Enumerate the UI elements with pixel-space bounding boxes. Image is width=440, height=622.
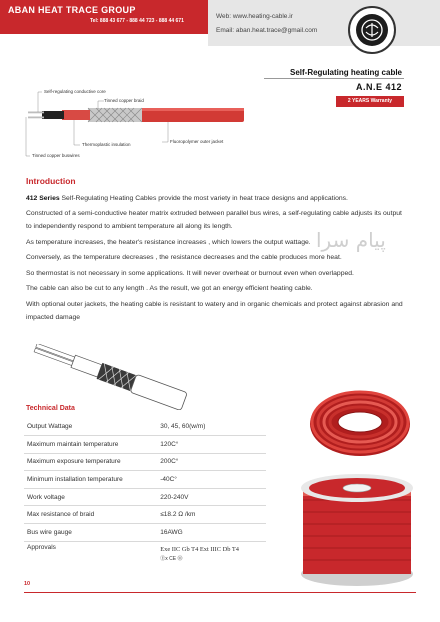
spec-label: Maximum maintain temperature xyxy=(24,436,154,454)
introduction-body xyxy=(26,193,404,327)
technical-data-heading: Technical Data xyxy=(26,405,75,412)
series-name: 412 Series xyxy=(26,195,60,202)
spec-label: Work voltage xyxy=(24,488,154,506)
table-row xyxy=(24,453,266,471)
telephone: Tel: 888 43 677 - 888 44 723 - 888 44 671 xyxy=(90,18,184,24)
table-row xyxy=(24,541,266,569)
certification-marks: Ⓔx CE Ⓜ xyxy=(160,555,183,562)
table-row xyxy=(24,488,266,506)
website[interactable]: Web: www.heating-cable.ir xyxy=(216,13,293,20)
cable-coil-photo xyxy=(306,382,414,462)
approvals-cell xyxy=(154,541,266,569)
spec-label: Output Wattage xyxy=(24,418,154,436)
label-conductive-core: Self-regulating conductive core xyxy=(44,89,106,94)
spec-value: -40C° xyxy=(154,471,266,489)
spec-label: Minimum installation temperature xyxy=(24,471,154,489)
label-bus-wires: Tinned copper buswires xyxy=(32,153,80,158)
intro-paragraph-4: Conversely, as the temperature decreases , the resistance decreases and the cable produces more heat. xyxy=(26,254,342,262)
label-outer-jacket: Fluoropolymer outer jacket xyxy=(170,139,224,144)
intro-paragraph-7: With optional outer jackets, the heating cable is resistant to watery and in organic chemicals and protect against abrasion and impacted damage xyxy=(26,300,403,321)
table-row xyxy=(24,506,266,524)
intro-paragraph-6: The cable can also be cut to any length . As the result, we got an energy efficient heating cable. xyxy=(26,285,313,293)
footer-divider xyxy=(24,592,416,593)
email[interactable]: Email: aban.heat.trace@gmail.com xyxy=(216,27,318,34)
intro-paragraph-3: As temperature increases, the heater's resistance increases , which lowers the output wattage. xyxy=(26,238,311,246)
page-number: 10 xyxy=(24,581,31,587)
intro-text-1: Self-Regulating Heating Cables provide the most variety in heat trace designs and applications. xyxy=(59,195,348,202)
intro-paragraph-1 xyxy=(26,193,404,206)
label-copper-braid: Tinned copper braid xyxy=(104,98,144,103)
warranty-badge: 2 YEARS Warranty xyxy=(336,96,404,107)
header-gray-band xyxy=(208,0,440,46)
logo-emblem xyxy=(356,14,388,46)
page-header xyxy=(0,0,440,46)
table-row xyxy=(24,418,266,436)
product-title: Self-Regulating heating cable xyxy=(289,68,402,77)
spec-value: 16AWG xyxy=(154,524,266,542)
table-row xyxy=(24,524,266,542)
product-model: A.N.E 412 xyxy=(355,82,402,92)
approvals-value: Exe IIC Gb T4 Ext IIIC Db T4 xyxy=(160,545,239,553)
spec-value: 220-240V xyxy=(154,488,266,506)
company-name: ABAN HEAT TRACE GROUP xyxy=(8,5,136,15)
spec-value: 200C° xyxy=(154,453,266,471)
company-logo xyxy=(348,6,396,54)
cable-sketch-image xyxy=(26,344,192,410)
introduction-heading: Introduction xyxy=(26,176,76,186)
spec-label: Maximum exposure temperature xyxy=(24,453,154,471)
intro-paragraph-2: Constructed of a semi-conductive heater matrix extruded between parallel bus wires, a self-regulating cable adjusts its output to independently respond to ambient temperature all along its length. xyxy=(26,210,402,231)
cable-construction-diagram xyxy=(20,84,250,164)
cable-spool-photo xyxy=(298,470,416,588)
spec-value: 30, 45, 60(w/m) xyxy=(154,418,266,436)
table-row xyxy=(24,436,266,454)
spec-label: Approvals xyxy=(27,543,56,551)
label-thermoplastic-insulation: Thermoplastic insulation xyxy=(82,142,131,147)
spec-label: Max resistance of braid xyxy=(24,506,154,524)
cable-diagram-graphic xyxy=(20,84,250,164)
table-row xyxy=(24,471,266,489)
title-divider xyxy=(264,78,404,79)
spec-label: Bus wire gauge xyxy=(24,524,154,542)
intro-paragraph-5: So thermostat is not necessary in some applications. It will never overheat or burnout even when overlapped. xyxy=(26,269,354,277)
spec-value: ≤18.2 Ω /km xyxy=(154,506,266,524)
technical-data-table xyxy=(24,418,266,569)
watermark: پیام سرا xyxy=(316,228,386,252)
spec-value: 120C° xyxy=(154,436,266,454)
